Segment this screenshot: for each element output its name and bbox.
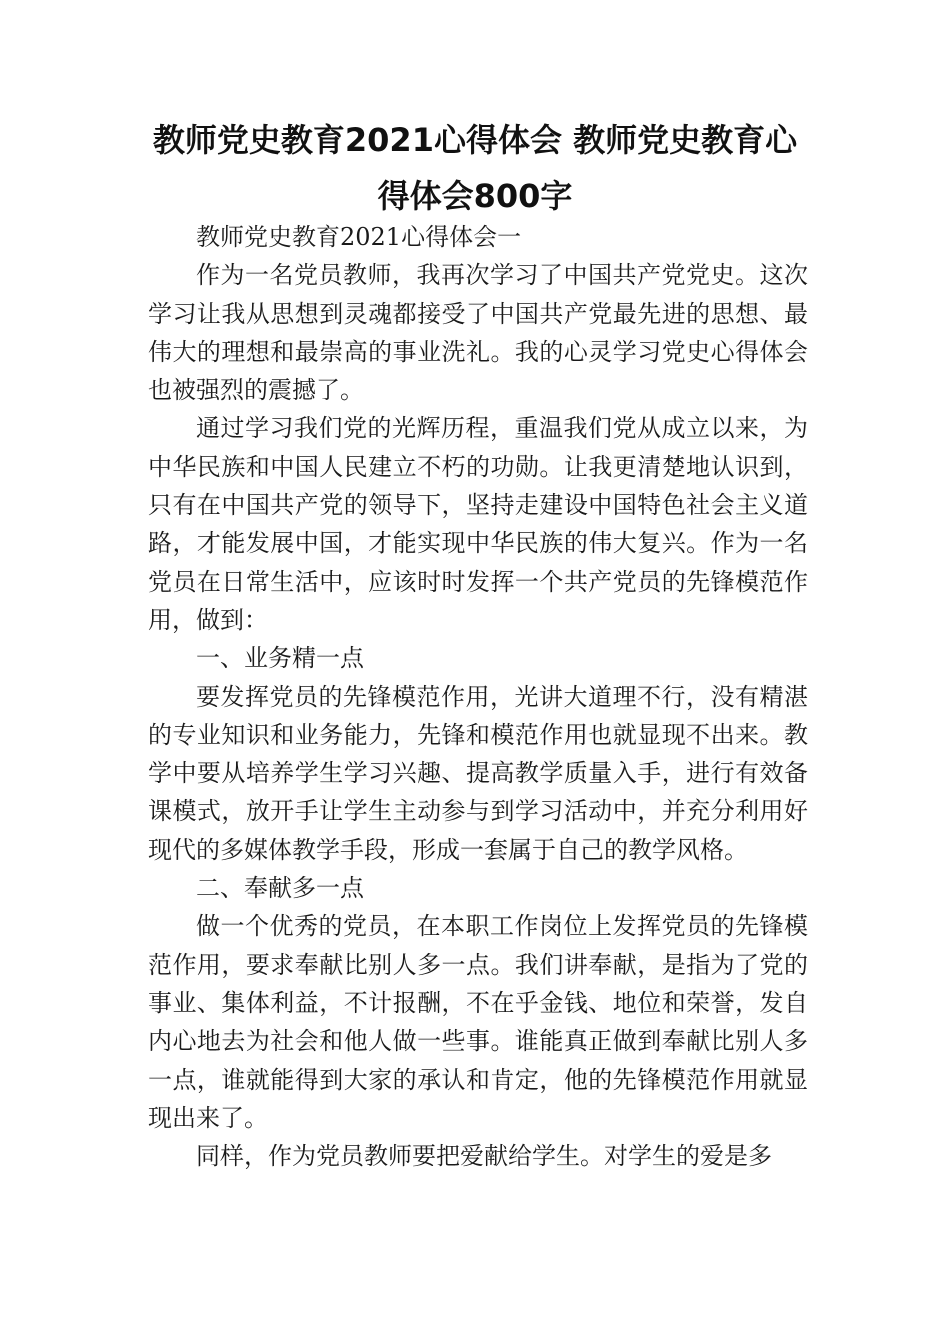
document-title: 教师党史教育2021心得体会 教师党史教育心得体会800字 [152,121,798,215]
paragraph: 做一个优秀的党员，在本职工作岗位上发挥党员的先锋模范作用，要求奉献比别人多一点。我们讲奉献，是指为了党的事业、集体利益，不计报酬，不在乎金钱、地位和荣誉，发自内心地去为社会和他人做一些事。谁能真正做到奉献比别人多一点，谁就能得到大家的承认和肯定，他的先锋模范作用就显现出来了。 [148,912,808,1132]
paragraph: 通过学习我们党的光辉历程，重温我们党从成立以来，为中华民族和中国人民建立不朽的功勋。让我更清楚地认识到，只有在中国共产党的领导下，坚持走建设中国特色社会主义道路，才能发展中国，才能实现中华民族的伟大复兴。作为一名党员在日常生活中，应该时时发挥一个共产党员的先锋模范作用，做到： [148,414,808,634]
section-heading: 教师党史教育2021心得体会一 [196,223,522,251]
subheading: 一、业务精一点 [196,644,364,673]
subheading: 二、奉献多一点 [196,874,364,903]
paragraph: 作为一名党员教师，我再次学习了中国共产党党史。这次学习让我从思想到灵魂都接受了中国共产党最先进的思想、最伟大的理想和最崇高的事业洗礼。我的心灵学习党史心得体会也被强烈的震撼了。 [148,261,808,405]
paragraph: 要发挥党员的先锋模范作用，光讲大道理不行，没有精湛的专业知识和业务能力，先锋和模范作用也就显现不出来。教学中要从培养学生学习兴趣、提高教学质量入手，进行有效备课模式，放开手让学生主动参与到学习活动中，并充分利用好现代的多媒体教学手段，形成一套属于自己的教学风格。 [148,682,808,864]
paragraph: 同样，作为党员教师要把爱献给学生。对学生的爱是多 [196,1142,772,1171]
document-body [148,218,808,1175]
